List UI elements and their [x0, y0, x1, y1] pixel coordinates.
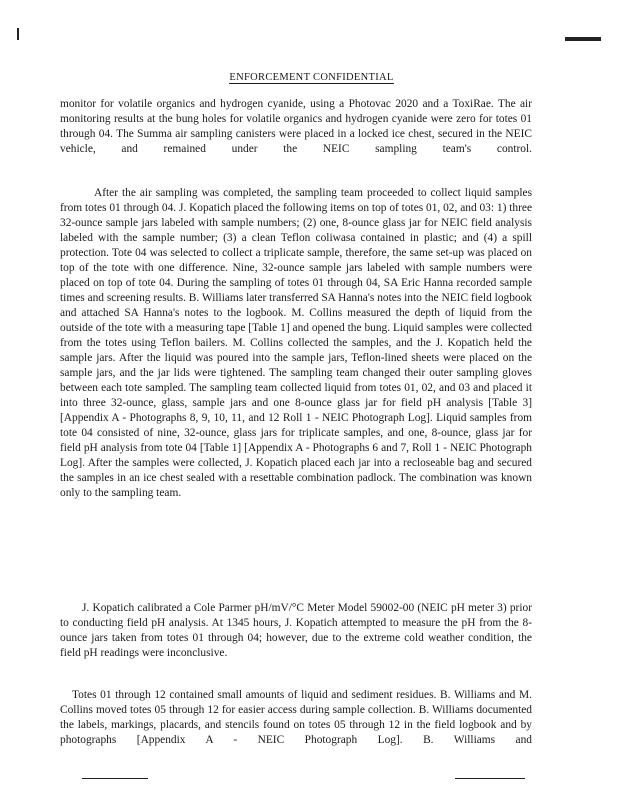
page-edge-mark — [17, 28, 19, 40]
paragraph-liquid-sampling: After the air sampling was completed, the sampling team proceeded to collect liquid samples from totes 01 through 04. J. Kopatich placed the following items on top of totes 01, 02, and 03: 1) three 32-ounce sample jars labeled with sample numbers; (2) one, 8-ounce glass jar for NEIC field analysis labeled with the sample number; (3) a clean Teflon coliwasa contained in plastic; and (4) a spill protection. Tote 04 was selected to collect a triplicate sample, therefore, the same set-up was placed on top of the tote with one difference. Nine, 32-ounce sample jars labeled with sample numbers were placed on top of tote 04. During the sampling of totes 01 through 04, SA Eric Hanna recorded sample times and screening results. B. Williams later transferred SA Hanna's notes into the NEIC field logbook and attached SA Hanna's notes to the logbook. M. Collins measured the depth of liquid from the outside of the tote with a measuring tape [Table 1] and opened the bung. Liquid samples were collected from the totes using Teflon bailers. M. Collins collected the samples, and the J. Kopatich held the sample jars. After the liquid was poured into the sample jars, Teflon-lined sheets were placed on the sample jars, and the jar lids were tightened. The sampling team changed their outer sampling gloves between each tote sampled. The sampling team collected liquid from totes 01, 02, and 03 and placed it into three 32-ounce, glass, sample jars and one 8-ounce glass jar for field pH analysis [Table 3] [Appendix A - Photographs 8, 9, 10, 11, and 12 Roll 1 - NEIC Photograph Log]. Liquid samples from tote 04 consisted of nine, 32-ounce, glass jars for triplicate samples, and one, 8-ounce, glass jar for field pH analysis from tote 04 [Table 1] [Appendix A - Photographs 6 and 7, Roll 1 - NEIC Photograph Log]. After the samples were collected, J. Kopatich placed each jar into a recloseable bag and secured the samples in an ice chest sealed with a resettable combination padlock. The combination was known only to the sampling team. — [60, 187, 532, 499]
paragraph-air-monitoring: monitor for volatile organics and hydrogen cyanide, using a Photovac 2020 and a ToxiRae. The air monitoring results at the bung holes for volatile organics and hydrogen cyanide were zero for totes 01 through 04. The Summa air sampling canisters were placed in a locked ice chest, secured in the NEIC vehicle, and remained under the NEIC sampling team's control. — [60, 98, 532, 155]
confidential-heading: ENFORCEMENT CONFIDENTIAL — [229, 72, 394, 83]
paragraph-tote-residues: Totes 01 through 12 contained small amounts of liquid and sediment residues. B. Williams and M. Collins moved totes 05 through 12 for easier access during sample collection. B. Williams documented the labels, markings, placards, and stencils found on totes 05 through 12 in the field logbook and by photographs [Appendix A - NEIC Photograph Log]. B. Williams and — [60, 689, 532, 746]
page-header — [0, 72, 623, 83]
page-corner-mark — [565, 37, 601, 41]
footer-rule-right — [455, 778, 525, 779]
paragraph-ph-analysis: J. Kopatich calibrated a Cole Parmer pH/mV/°C Meter Model 59002-00 (NEIC pH meter 3) prior to conducting field pH analysis. At 1345 hours, J. Kopatich attempted to measure the pH from the 8-ounce jars taken from totes 01 through 04; however, due to the extreme cold weather condition, the field pH readings were inconclusive. — [60, 602, 532, 659]
footer-rule-left — [82, 778, 148, 779]
